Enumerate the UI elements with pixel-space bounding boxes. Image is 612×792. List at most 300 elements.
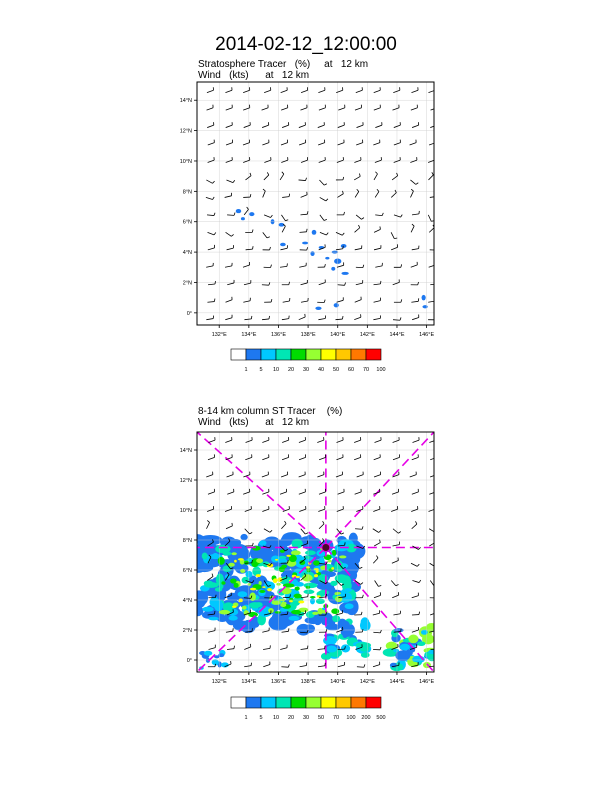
- wind-barb: [245, 457, 252, 459]
- wind-barb: [208, 631, 215, 633]
- wind-barb: [225, 266, 232, 267]
- wind-barb: [428, 215, 431, 221]
- wind-barb: [206, 319, 213, 320]
- wind-barb-flag: [362, 526, 363, 529]
- wind-barb: [226, 300, 233, 302]
- wind-barb: [300, 214, 307, 215]
- tracer-blob: [317, 608, 323, 615]
- tracer-blob: [250, 588, 256, 591]
- wind-barb: [412, 249, 419, 250]
- colorbar-label: 20: [287, 715, 295, 721]
- wind-barb-flag: [362, 595, 363, 598]
- tracer-blob: [303, 590, 314, 595]
- wind-barb: [317, 440, 324, 442]
- wind-barb: [338, 108, 345, 110]
- wind-barb: [209, 648, 216, 650]
- wind-barb: [301, 160, 308, 162]
- wind-barb: [281, 90, 288, 92]
- tracer-blob: [422, 295, 426, 300]
- wind-barb: [280, 174, 284, 180]
- wind-barb: [280, 266, 287, 267]
- tracer-blob: [281, 535, 293, 546]
- wind-barb-flag: [263, 189, 265, 191]
- wind-barb: [373, 529, 379, 533]
- wind-barb-flag: [363, 265, 364, 268]
- wind-barb: [393, 282, 400, 284]
- colorbar-swatch: [276, 349, 291, 360]
- wind-barb-flag: [437, 247, 438, 250]
- wind-barb: [207, 302, 214, 303]
- wind-barb-flag: [417, 564, 419, 566]
- wind-barb: [411, 265, 418, 267]
- wind-barb: [226, 631, 233, 632]
- wind-barb: [394, 215, 401, 217]
- wind-barb: [391, 232, 394, 238]
- wind-barb: [429, 143, 436, 145]
- wind-barb: [226, 108, 233, 110]
- wind-barb: [354, 160, 361, 162]
- tracer-blob: [234, 583, 239, 588]
- tracer-blob: [242, 577, 250, 584]
- wind-barb: [301, 195, 307, 198]
- wind-barb: [375, 215, 382, 216]
- tracer-blob: [259, 590, 265, 593]
- tracer-blob: [400, 644, 410, 651]
- wind-barb: [281, 215, 285, 221]
- wind-barb: [282, 226, 285, 232]
- wind-barb-flag: [234, 213, 235, 216]
- panel-1-frame: [197, 82, 434, 325]
- y-tick-label: 10°N: [179, 158, 192, 165]
- tracer-blob: [335, 596, 342, 602]
- wind-barb: [319, 180, 324, 185]
- wind-barb-flag: [380, 630, 381, 633]
- wind-barb: [282, 319, 289, 320]
- wind-barb-flag: [436, 565, 438, 567]
- wind-barb-flag: [342, 233, 344, 235]
- wind-barb-flag: [380, 647, 381, 650]
- wind-barb: [355, 300, 362, 303]
- wind-barb: [393, 320, 400, 321]
- wind-barb: [373, 509, 380, 511]
- wind-barb: [263, 648, 270, 649]
- wind-barb: [244, 647, 250, 650]
- wind-barb-flag: [379, 530, 381, 532]
- wind-barb: [262, 125, 269, 127]
- wind-barb-flag: [250, 173, 251, 176]
- wind-barb: [262, 108, 269, 110]
- wind-barb: [356, 283, 363, 285]
- wind-barb-flag: [343, 177, 344, 180]
- wind-barb: [244, 209, 248, 215]
- wind-barb: [262, 143, 269, 145]
- wind-barb-flag: [305, 533, 308, 534]
- wind-barb: [336, 249, 343, 250]
- tracer-blob: [360, 620, 371, 631]
- wind-barb: [410, 475, 417, 477]
- wind-barb: [338, 285, 345, 286]
- tracer-blob: [256, 558, 263, 563]
- wind-barb: [208, 457, 215, 459]
- tracer-blob: [289, 600, 293, 602]
- colorbar-label: 5: [259, 367, 263, 373]
- wind-barb: [354, 176, 360, 180]
- colorbar-swatch: [351, 697, 366, 708]
- colorbar-swatch: [276, 697, 291, 708]
- wind-barb: [319, 457, 326, 459]
- wind-barb-flag: [289, 282, 290, 285]
- colorbar-label: 1: [244, 715, 248, 721]
- tracer-blob: [395, 650, 410, 661]
- tracer-blob: [317, 595, 321, 597]
- wind-barb: [355, 108, 362, 110]
- wind-barb-flag: [250, 194, 251, 197]
- wind-barb-flag: [324, 184, 327, 185]
- tracer-blob: [238, 558, 244, 560]
- wind-barb: [412, 492, 419, 494]
- wind-barb-flag: [375, 172, 377, 174]
- wind-barb: [411, 90, 418, 92]
- wind-barb: [299, 475, 306, 477]
- wind-barb-flag: [400, 317, 401, 320]
- tracer-blob: [221, 581, 225, 585]
- tracer-blob: [248, 583, 252, 586]
- tracer-blob: [291, 610, 301, 615]
- wind-barb: [300, 232, 307, 233]
- wind-barb: [301, 649, 308, 650]
- wind-barb: [281, 143, 288, 145]
- tracer-blob: [248, 612, 258, 617]
- tracer-blob: [334, 303, 339, 307]
- tracer-blob: [230, 578, 236, 583]
- wind-barb: [281, 108, 288, 110]
- wind-barb: [299, 180, 306, 181]
- tracer-blob: [231, 552, 236, 555]
- wind-barb-flag: [271, 265, 272, 268]
- tracer-blob: [204, 582, 218, 588]
- wind-barb: [429, 440, 436, 442]
- wind-barb: [299, 509, 306, 511]
- wind-barb: [319, 492, 326, 494]
- wind-barb-flag: [419, 580, 421, 583]
- wind-barb-flag: [432, 172, 434, 175]
- tracer-blob: [310, 598, 315, 604]
- wind-barb: [412, 630, 419, 632]
- wind-barb: [206, 475, 213, 477]
- colorbar-label: 10: [272, 715, 280, 721]
- wind-barb-flag: [361, 218, 363, 220]
- wind-barb: [264, 175, 269, 180]
- wind-barb: [208, 248, 215, 250]
- tracer-blob: [228, 563, 235, 567]
- wind-barb: [412, 125, 419, 127]
- wind-barb-flag: [307, 211, 308, 214]
- colorbar-label: 70: [332, 715, 340, 721]
- wind-barb: [283, 301, 290, 302]
- wind-barb: [262, 457, 269, 459]
- wind-barb: [336, 475, 343, 477]
- wind-barb: [373, 558, 378, 563]
- wind-barb: [227, 649, 234, 650]
- wind-barb: [263, 665, 270, 667]
- wind-barb: [318, 90, 325, 92]
- wind-barb-flag: [398, 532, 400, 534]
- wind-barb-flag: [214, 232, 216, 234]
- wind-barb-flag: [287, 611, 288, 614]
- wind-barb: [356, 143, 363, 145]
- tracer-blob: [324, 554, 332, 560]
- wind-barb: [262, 492, 269, 494]
- cross-section-line: [197, 432, 326, 548]
- wind-barb: [264, 90, 271, 92]
- x-tick-label: 134°E: [241, 332, 257, 338]
- tracer-blob: [281, 602, 286, 605]
- wind-barb: [227, 492, 234, 494]
- tracer-blob: [238, 591, 248, 597]
- x-tick-label: 132°E: [211, 332, 227, 338]
- tracer-blob: [273, 578, 278, 583]
- tracer-blob: [339, 555, 346, 558]
- wind-barb: [262, 319, 269, 320]
- tracer-blob: [341, 644, 350, 652]
- wind-barb-flag: [271, 215, 273, 217]
- wind-barb: [246, 249, 253, 250]
- wind-barb-flag: [288, 664, 289, 667]
- wind-barb-flag: [411, 189, 413, 191]
- wind-barb: [354, 457, 361, 459]
- wind-barb: [244, 125, 251, 127]
- wind-barb: [338, 143, 345, 145]
- wind-barb-flag: [401, 299, 402, 302]
- wind-barb: [373, 143, 380, 145]
- wind-barb: [337, 440, 344, 442]
- wind-barb: [374, 543, 380, 546]
- x-tick-label: 138°E: [300, 332, 316, 338]
- tracer-blob: [249, 592, 256, 601]
- tracer-blob: [330, 581, 337, 586]
- wind-barb: [411, 563, 417, 566]
- wind-barb: [411, 301, 418, 302]
- wind-barb-flag: [437, 646, 438, 649]
- tracer-blob: [328, 560, 332, 563]
- tracer-blob: [298, 600, 304, 603]
- colorbar-swatch: [261, 697, 276, 708]
- colorbar-swatch: [366, 697, 381, 708]
- tracer-blob: [264, 537, 280, 548]
- x-tick-label: 142°E: [359, 679, 375, 685]
- colorbar-label: 30: [302, 715, 310, 721]
- y-tick-label: 6°N: [182, 568, 192, 574]
- tracer-blob: [312, 612, 318, 615]
- wind-barb: [319, 160, 326, 162]
- page-title: 2014-02-12_12:00:00: [215, 34, 397, 55]
- wind-barb: [208, 492, 215, 494]
- wind-barb: [245, 176, 251, 180]
- wind-barb: [391, 247, 398, 250]
- y-tick-label: 12°N: [179, 478, 192, 484]
- wind-barb: [301, 597, 308, 598]
- wind-barb: [243, 265, 250, 267]
- tracer-blob: [313, 560, 320, 565]
- wind-barb-flag: [397, 173, 398, 176]
- colorbar-swatch: [246, 349, 261, 360]
- colorbar-swatch: [261, 349, 276, 360]
- wind-barb: [263, 232, 267, 238]
- wind-barb: [227, 248, 234, 250]
- wind-barb-flag: [233, 180, 235, 182]
- colorbar-label: 5: [259, 715, 263, 721]
- wind-barb-flag: [307, 247, 308, 250]
- wind-barb: [320, 232, 326, 235]
- tracer-blob: [202, 553, 208, 560]
- wind-barb-flag: [344, 212, 345, 215]
- wind-barb: [410, 143, 417, 145]
- wind-barb: [226, 180, 232, 183]
- wind-barb: [318, 125, 325, 127]
- wind-barb-flag: [358, 225, 359, 228]
- wind-barb: [373, 318, 380, 319]
- wind-barb-flag: [394, 238, 397, 239]
- wind-barb: [206, 180, 212, 183]
- wind-barb-flag: [213, 197, 215, 200]
- y-tick-label: 8°N: [182, 538, 192, 544]
- panel-1-plot: [180, 82, 438, 373]
- wind-barb: [355, 492, 362, 494]
- wind-barb: [207, 90, 214, 92]
- y-tick-label: 8°N: [182, 189, 192, 196]
- panel2-subtitle-line2: Wind (kts) at 12 km: [198, 417, 310, 428]
- wind-barb: [281, 524, 286, 529]
- y-tick-label: 0°: [186, 310, 192, 317]
- colorbar-swatch: [336, 697, 351, 708]
- panel1-subtitle-line2: Wind (kts) at 12 km: [198, 70, 310, 81]
- wind-barb: [226, 125, 233, 127]
- wind-barb: [264, 215, 270, 218]
- tracer-blob: [332, 550, 336, 556]
- wind-barb-flag: [345, 283, 346, 286]
- tracer-blob: [275, 559, 278, 561]
- wind-barb: [301, 90, 308, 92]
- tracer-blob: [227, 593, 238, 602]
- colorbar-label: 70: [362, 367, 370, 373]
- tracer-blob: [293, 594, 301, 599]
- y-tick-label: 10°N: [179, 508, 192, 514]
- wind-barb: [262, 475, 269, 477]
- tracer-blob: [342, 576, 351, 588]
- tracer-blob: [295, 587, 300, 591]
- colorbar-label: 50: [317, 715, 325, 721]
- wind-barb-flag: [324, 300, 325, 303]
- wind-barb-flag: [380, 226, 381, 229]
- wind-barb-flag: [252, 230, 253, 233]
- wind-barb: [225, 90, 232, 92]
- x-tick-label: 134°E: [241, 679, 257, 685]
- colorbar-swatch: [231, 349, 246, 360]
- wind-barb-flag: [212, 574, 213, 577]
- tracer-blob: [275, 611, 282, 614]
- wind-barb: [373, 613, 380, 615]
- wind-barb: [375, 160, 382, 162]
- wind-barb: [430, 563, 436, 567]
- wind-barb: [392, 561, 398, 564]
- wind-barb-flag: [376, 556, 378, 559]
- wind-barb-flag: [361, 612, 362, 615]
- tracer-blob: [262, 586, 265, 588]
- wind-barb: [301, 301, 308, 302]
- wind-barb: [300, 665, 307, 666]
- wind-barb: [299, 440, 306, 442]
- panel-2-field: [190, 432, 438, 672]
- wind-barb: [374, 301, 381, 303]
- wind-barb-flag: [253, 246, 254, 249]
- wind-barb: [318, 143, 325, 145]
- wind-barb-flag: [212, 181, 214, 183]
- wind-barb: [374, 248, 381, 250]
- wind-barb: [336, 319, 343, 320]
- y-tick-label: 2°N: [182, 628, 192, 634]
- wind-barb: [243, 143, 250, 145]
- colorbar-label: 10: [272, 367, 280, 373]
- wind-barb: [393, 440, 400, 442]
- wind-barb: [243, 301, 250, 302]
- colorbar-swatch: [336, 349, 351, 360]
- wind-barb-flag: [247, 207, 249, 209]
- colorbar-swatch: [321, 349, 336, 360]
- wind-barb: [375, 440, 382, 442]
- wind-barb: [320, 197, 326, 200]
- colorbar-label: 50: [332, 367, 340, 373]
- wind-barb: [429, 492, 436, 494]
- wind-barb-flag: [326, 199, 328, 201]
- x-tick-label: 140°E: [330, 679, 346, 685]
- tracer-blob: [310, 596, 316, 598]
- wind-barb-flag: [401, 215, 403, 217]
- panel-2-plot: [180, 432, 439, 721]
- wind-barb: [428, 175, 433, 180]
- tracer-blob: [361, 652, 370, 658]
- wind-barb: [206, 266, 213, 267]
- wind-barb: [244, 319, 251, 320]
- tracer-blob: [244, 561, 249, 565]
- wind-barb: [301, 283, 308, 285]
- tracer-blob: [312, 230, 317, 235]
- wind-barb: [206, 197, 213, 199]
- tracer-blob: [302, 242, 308, 245]
- tracer-blob: [232, 606, 237, 608]
- wind-barb: [245, 509, 252, 511]
- y-tick-label: 0°: [186, 658, 192, 664]
- wind-barb: [393, 90, 400, 92]
- wind-barb: [208, 440, 215, 442]
- x-tick-label: 136°E: [270, 679, 286, 685]
- wind-barb-flag: [435, 540, 436, 543]
- wind-barb: [244, 283, 251, 285]
- wind-barb: [280, 492, 287, 494]
- wind-barb: [393, 457, 400, 459]
- wind-barb-flag: [325, 264, 326, 267]
- colorbar-label: 200: [361, 715, 371, 721]
- wind-barb: [318, 666, 325, 667]
- x-tick-label: 144°E: [389, 679, 405, 685]
- wind-barb: [264, 529, 270, 533]
- wind-barb-flag: [267, 172, 269, 175]
- tracer-blob: [331, 267, 335, 271]
- wind-barb: [355, 248, 362, 249]
- wind-barb-flag: [419, 612, 420, 615]
- wind-barb: [410, 191, 413, 197]
- wind-barb: [393, 545, 400, 546]
- x-tick-label: 142°E: [359, 332, 375, 338]
